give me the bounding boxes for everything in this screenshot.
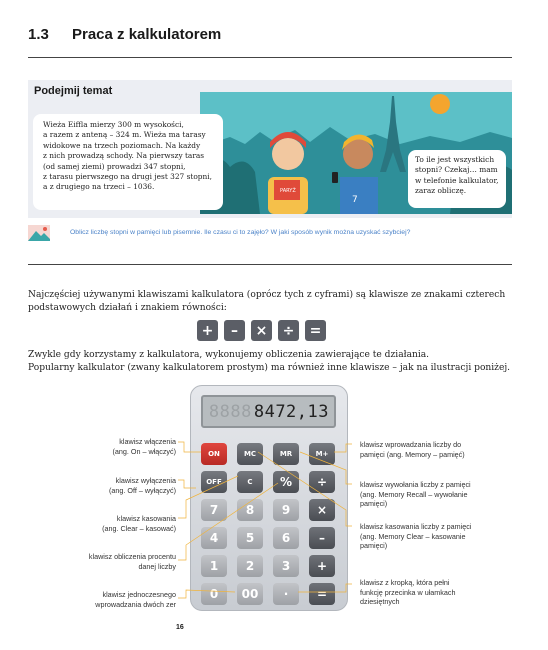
paragraph-line: Najczęściej używanymi klawiszami kalkulatora (oprócz tych z cyframi) są klawisze ze znakami czterech [28,290,506,300]
section-title: Praca z kalkulatorem [72,26,222,43]
svg-text:7: 7 [352,195,358,205]
paragraph-line: Popularny kalkulator (zwany kalkulatorem prostym) ma również inne klawisze – jak na ilustracji poniżej. [28,363,511,373]
memory-clear-key[interactable]: MC [237,443,263,465]
digit-0-key[interactable]: 0 [201,583,227,605]
page-number: 16 [176,624,184,631]
bubble-line: stopni? Czekaj… mam [415,165,498,175]
equals-key: = [305,320,326,341]
bubble-line: Wieża Eiffla mierzy 300 m wysokości, [43,120,184,129]
speech-bubble-facts [33,114,223,210]
digit-9-key[interactable]: 9 [273,499,299,521]
paragraph-line: Zwykle gdy korzystamy z kalkulatora, wykonujemy obliczenia zawierające te działania. [28,350,430,360]
decimal-point-key[interactable]: · [273,583,299,605]
equals-key[interactable]: = [309,583,335,605]
bubble-line: a z drugiego na trzeci – 1036. [43,182,155,192]
digit-5-key[interactable]: 5 [237,527,263,549]
bubble-line: widokowe na trzech poziomach. Na każdy [43,140,201,150]
bubble-line: (od samej ziemi) prowadzi 347 stopni, [43,161,186,171]
off-key[interactable]: OFF [201,471,227,493]
digit-8-key[interactable]: 8 [237,499,263,521]
annotation-memory-plus-key: klawisz wprowadzania liczby do pamięci (ang. Memory – pamięć) [360,440,465,459]
annotation-double-zero-key: klawisz jednoczesnego wprowadzania dwóch zer [95,590,176,609]
annotation-clear-key: klawisz kasowania (ang. Clear – kasować) [102,514,176,533]
bubble-line: w telefonie kalkulator, [415,175,499,185]
minus-key[interactable]: – [309,527,335,549]
digit-3-key[interactable]: 3 [273,555,299,577]
percent-key[interactable]: % [273,471,299,493]
annotation-off-key: klawisz wyłączenia (ang. Off – wyłączyć) [109,476,176,495]
digit-7-key[interactable]: 7 [201,499,227,521]
intro-heading: Podejmij temat [34,85,113,97]
section-number: 1.3 [28,26,49,43]
digit-4-key[interactable]: 4 [201,527,227,549]
minus-key: – [224,320,245,341]
bubble-line: a razem z anteną – 324 m. Wieża ma tarasy [43,130,206,140]
digit-1-key[interactable]: 1 [201,555,227,577]
header-divider [28,57,512,58]
speech-bubble-question [408,150,506,208]
display-value: 8472,13 [253,401,329,422]
landscape-icon [28,225,50,241]
multiply-key: × [251,320,272,341]
sun-icon [430,94,450,114]
double-zero-key[interactable]: 00 [237,583,263,605]
svg-text:PARYŻ: PARYŻ [280,188,296,194]
annotation-memory-recall-key: klawisz wywołania liczby z pamięci (ang. Memory Recall – wywołanie pamięci) [360,480,471,509]
plus-key[interactable]: + [309,555,335,577]
intro-divider [28,264,512,265]
divide-key[interactable]: ÷ [309,471,335,493]
digit-2-key[interactable]: 2 [237,555,263,577]
annotation-percent-key: klawisz obliczenia procentu danej liczby [88,552,176,571]
bubble-line: z nich prowadzą schody. Na pierwszy taras [43,151,205,161]
bubble-line: To ile jest wszystkich [415,155,495,164]
memory-plus-key[interactable]: M+ [309,443,335,465]
memory-recall-key[interactable]: MR [273,443,299,465]
divide-key: ÷ [278,320,299,341]
clear-key[interactable]: C [237,471,263,493]
paragraph-keys [28,289,505,315]
task-instruction: Oblicz liczbę stopni w pamięci lub pisemnie. Ile czasu ci to zajęło? W jaki sposób wynik można uzyskać szybciej? [70,229,411,236]
annotation-decimal-key: klawisz z kropką, która pełni funkcję przecinka w ułamkach dziesiętnych [360,578,456,607]
bubble-line: zaraz obliczę. [415,186,467,196]
display-ghost-digits: 8888 [208,401,252,422]
multiply-key[interactable]: × [309,499,335,521]
plus-key: + [197,320,218,341]
calculator-display [201,395,336,428]
annotation-on-key: klawisz włączenia (ang. On – włączyć) [112,437,176,456]
paragraph-line: podstawowych działań i znakiem równości: [28,303,227,313]
on-key[interactable]: ON [201,443,227,465]
bubble-line: z tarasu pierwszego na drugi jest 327 stopni, [43,172,213,182]
digit-6-key[interactable]: 6 [273,527,299,549]
operator-keys-row [197,320,326,341]
annotation-memory-clear-key: klawisz kasowania liczby z pamięci (ang. Memory Clear – kasowanie pamięci) [360,522,472,551]
paragraph-calculator [28,349,510,375]
